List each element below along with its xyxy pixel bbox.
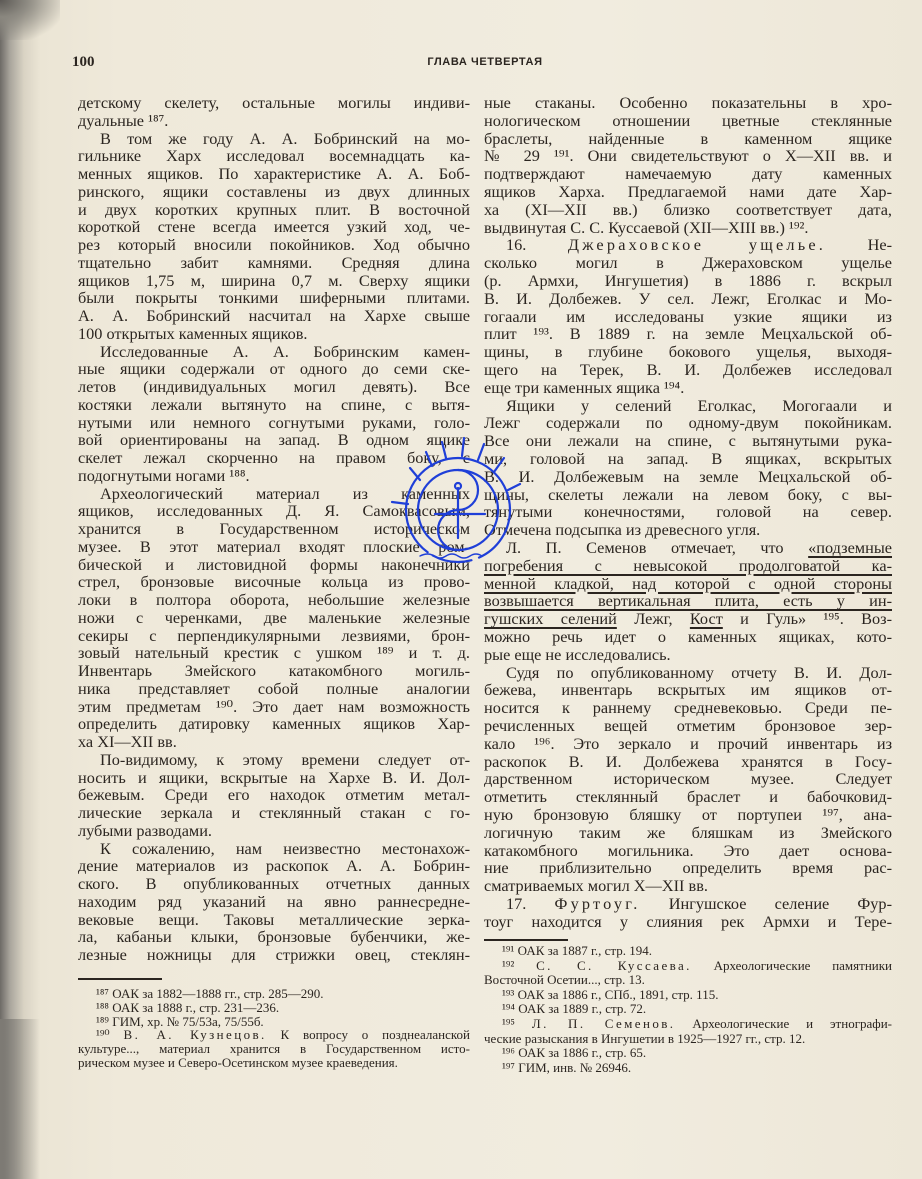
text-line: и двух коротких крупных плит. В восточной [78, 199, 470, 219]
footnote-line: ¹⁸⁹ ГИМ, хр. № 75/53а, 75/55б. [96, 1013, 264, 1029]
underlined-text: погребения с невысокой продолговатой ка- [484, 555, 892, 575]
text-line: тщательно забит камнями. Средняя длина [78, 252, 470, 272]
page-number: 100 [72, 54, 95, 70]
text-line: щины, в глубине бокового ущелья, выходя- [484, 342, 892, 362]
footnote-line: рическом музее и Северо-Осетинском музее краеведения. [78, 1055, 398, 1070]
text-line: отметить стеклянный браслет и бабочковид- [484, 787, 892, 807]
text-segment: Л. П. Семенов отмечает, что [506, 538, 809, 557]
text-segment: и Гуль» ¹⁹⁵. Воз- [722, 609, 892, 629]
text-line: Ящики у селений Еголкас, Могогаали и [506, 395, 892, 415]
text-line: тянутыми конечностями, головой на север. [484, 502, 892, 522]
text-line: Лежг содержали по одному-двум покойникам. [484, 413, 892, 433]
text-line: сматриваемых могил X—XII вв. [484, 876, 708, 896]
text-line [484, 575, 892, 593]
text-line: выдвинутая С. С. Куссаевой (XII—XIII вв.) ¹⁹². [484, 217, 809, 237]
text-segment: Археологические памятники [691, 957, 893, 973]
footnote-line: Восточной Осетии..., стр. 13. [484, 972, 645, 988]
spaced-emphasis-text: Фуртоуг. [554, 894, 641, 913]
text-line: ные стаканы. Особенно показательны в хро- [484, 93, 892, 112]
text-line: катакомбного могильника. Это дает основа- [484, 840, 892, 860]
text-line: К сожалению, нам неизвестно местонахож- [100, 838, 470, 858]
text-line: вековые вещи. Таковы металлические зерка- [78, 909, 470, 929]
text-line: В том же году А. А. Бобринский на мо- [100, 128, 470, 148]
text-line: подогнутыми ногами ¹⁸⁸. [78, 465, 250, 485]
text-line: Все они лежали на спине, с вытянутыми рука- [484, 431, 892, 451]
text-line: хранится в Государственном историческом [78, 519, 470, 538]
scan-shadow-edge [0, 1019, 40, 1179]
text-line: зовый нательный крестик с ушком ¹⁸⁹ и т. д. [78, 643, 470, 663]
text-line: подтверждают намечаемую дату каменных [484, 164, 892, 184]
text-line: Исследованные А. А. Бобринским камен- [100, 341, 470, 361]
footnote-line: ческие разыскания в Ингушетии в 1925—1927 гг., стр. 12. [484, 1030, 806, 1046]
text-line: вой ориентированы на запад. В одном ящике [78, 430, 470, 450]
underlined-text: Кост [689, 609, 723, 629]
text-line: В. И. Долбежевым на земле Мецхальской об- [484, 466, 892, 486]
text-line: лубыми разводами. [78, 820, 213, 840]
text-line: Отмечена подсыпка из древесного угля. [484, 520, 761, 540]
footnote-line [484, 1017, 892, 1031]
text-line: А. А. Бобринский насчитал на Хархе свыше [78, 306, 470, 325]
text-line: гогаали им исследованы узкие ящики из [484, 306, 892, 326]
text-line: ми, головой на запад. В ящиках, вскрытых [484, 449, 892, 468]
underlined-text: гушских селений [484, 609, 617, 629]
text-line: ножи с черенками, две маленькие железные [78, 607, 470, 627]
text-line: бежева, инвентарь вскрытых им ящиков от- [484, 680, 892, 700]
text-segment: ¹⁹⁵ [502, 1016, 532, 1031]
text-segment: ¹⁹² [502, 957, 537, 973]
text-line: дуальные ¹⁸⁷. [78, 110, 169, 130]
text-segment: К вопросу о позднеаланской [266, 1027, 470, 1043]
text-line: ринского, ящики составлены из двух длинных [78, 181, 470, 201]
text-line: музее. В этот материал входят плоские ром- [78, 536, 470, 556]
text-line: ха (XI—XII вв.) близко соответствует дата, [484, 199, 892, 219]
text-segment: ¹⁹⁰ [96, 1027, 124, 1043]
text-line: кало ¹⁹⁶. Это зеркало и прочий инвентарь из [484, 733, 892, 753]
text-line: Археологический материал из каменных [100, 483, 470, 503]
footnote-line: ¹⁹⁷ ГИМ, инв. № 26946. [502, 1059, 632, 1075]
underlined-text: менной кладкой, над которой с одной стороны [484, 573, 892, 593]
footnote-line: ¹⁹⁶ ОАК за 1886 г., стр. 65. [502, 1045, 647, 1061]
scan-shadow-corner [0, 0, 60, 40]
text-line: дарственном историческом музее. Следует [484, 769, 892, 789]
running-title: ГЛАВА ЧЕТВЕРТАЯ [427, 56, 543, 68]
text-line: ящиков 1,75 м, ширина 0,7 м. Сверху ящики [78, 270, 470, 290]
text-segment: Ингушское селение Фур- [640, 894, 892, 913]
text-line: логичную таким же бляшкам из Змейского [484, 822, 892, 842]
text-line: ского. В опубликованных отчетных данных [78, 874, 470, 893]
text-line: были покрыты тонкими шиферными плитами. [78, 288, 470, 308]
spaced-emphasis-text: Л. П. Семенов. [531, 1016, 676, 1031]
text-line: детскому скелету, остальные могилы индиви- [78, 93, 470, 112]
text-line: лические зеркала и стеклянный стакан с го- [78, 803, 470, 822]
text-line: ную бронзовую бляшку от портупеи ¹⁹⁷, ана- [484, 805, 892, 824]
spaced-emphasis-text: Джераховское ущелье. [567, 235, 827, 255]
underlined-text: возвышается вертикальная плита, есть у ин- [484, 591, 892, 611]
text-line: нутыми или немного согнутыми руками, голо- [78, 412, 470, 432]
text-line: ние приблизительно определить время рас- [484, 858, 892, 878]
text-line [484, 895, 892, 913]
text-line: летов (индивидуальных могил девять). Все [78, 377, 470, 396]
footnote-line: культуре..., материал хранится в Государственном исто- [78, 1041, 470, 1057]
text-line: ника представляет собой полные аналогии [78, 678, 470, 698]
text-line: еще три каменных ящика ¹⁹⁴. [484, 377, 685, 397]
text-line: речисленных вещей отметим бронзовое зер- [484, 716, 892, 735]
footnote-line: ¹⁹⁴ ОАК за 1889 г., стр. 72. [502, 1001, 647, 1017]
text-line: сколько могил в Джераховском ущелье [484, 253, 892, 273]
text-line: короткой стене всегда имеется узкий ход, че- [78, 217, 470, 237]
spaced-emphasis-text: С. С. Куссаева. [536, 957, 692, 973]
text-line: браслеты, найденные в каменном ящике [484, 128, 892, 148]
text-line: костяки лежали вытянуто на спине, с вытя- [78, 394, 470, 414]
text-line: (р. Армхи, Ингушетия) в 1886 г. вскрыл [484, 271, 892, 290]
footnote-divider-left [78, 978, 162, 980]
text-line: локи в полтора оборота, небольшие железные [78, 590, 470, 609]
footnote-line: ¹⁸⁸ ОАК за 1888 г., стр. 231—236. [96, 999, 280, 1015]
text-line: дение материалов из раскопок А. А. Бобрин- [78, 856, 470, 876]
text-line: бической и листовидной формы наконечники [78, 554, 470, 574]
text-line: ные ящики содержали от одного до семи ске- [78, 359, 470, 379]
text-line: Судя по опубликованному отчету В. И. Дол- [506, 662, 892, 682]
text-line: секиры с перпендикулярными лезвиями, брон- [78, 625, 470, 645]
text-line [484, 557, 892, 575]
text-line: рез который вносили покойников. Ход обычно [78, 235, 470, 254]
text-line: менных ящиков. По характеристике А. А. Боб- [78, 164, 470, 183]
text-line: ящиков Харха. Предлагаемой нами дате Хар- [484, 182, 892, 201]
text-line: носить и ящики, вскрытые на Хархе В. И. Дол- [78, 767, 470, 787]
text-line: нологическом отношении цветные стеклянные [484, 110, 892, 130]
text-line [484, 539, 892, 557]
text-line: ящиков, исследованных Д. Я. Самоквасовым, [78, 501, 470, 521]
text-line: ха XI—XII вв. [78, 732, 177, 751]
text-line: ла, кабаньи клыки, бронзовые бубенчики, же- [78, 927, 470, 947]
text-line: скелет лежал скорченно на правом боку, с [78, 448, 470, 467]
text-line [484, 236, 892, 254]
spaced-emphasis-text: В. А. Кузнецов. [123, 1027, 267, 1043]
text-line: бежевым. Среди его находок отметим метал- [78, 785, 470, 805]
text-line: По-видимому, к этому времени следует от- [100, 749, 470, 769]
library-stamp-seal [380, 428, 530, 578]
text-line: рые еще не исследовались. [484, 644, 671, 664]
text-line: щего на Терек, В. И. Долбежев исследовал [484, 360, 892, 379]
footnote-line [484, 959, 892, 973]
text-segment: 16. [506, 235, 568, 255]
text-segment: Лежг, [616, 609, 690, 629]
footnote-line: ¹⁸⁷ ОАК за 1882—1888 гг., стр. 285—290. [96, 986, 324, 1001]
text-line: находим ряд указаний на явно раннесредне- [78, 891, 470, 911]
text-line: 100 открытых каменных ящиков. [78, 323, 308, 343]
text-line: можно речь идет о каменных ящиках, кото- [484, 627, 892, 646]
text-line: лезные ножницы для стрижки овец, стеклян- [78, 945, 470, 964]
text-line: гильнике Харх исследовал восемнадцать ка- [78, 146, 470, 166]
text-line: № 29 ¹⁹¹. Они свидетельствуют о X—XII вв. и [484, 146, 892, 166]
text-segment: Не- [826, 235, 892, 255]
footnote-line: ¹⁹¹ ОАК за 1887 г., стр. 194. [502, 943, 653, 958]
text-line: этим предметам ¹⁹⁰. Это дает нам возможность [78, 696, 470, 716]
footnote-line: ¹⁹³ ОАК за 1886 г., СПб., 1891, стр. 115. [502, 986, 719, 1002]
text-line: Инвентарь Змейского катакомбного могиль- [78, 661, 470, 680]
underlined-text: «подземные [808, 538, 892, 557]
text-line: В. И. Долбежев. У сел. Лежг, Еголкас и Мо- [484, 288, 892, 308]
footnote-divider-right [484, 939, 568, 941]
text-line [484, 610, 892, 628]
text-line: определить датировку каменных ящиков Хар- [78, 714, 470, 734]
text-line: носится к раннему средневековью. Среди пе- [484, 698, 892, 718]
text-segment: 17. [506, 894, 555, 913]
text-line: раскопок В. И. Долбежева хранятся в Госу- [484, 751, 892, 771]
text-line: щины, скелеты лежали на левом боку, с вы- [484, 484, 892, 504]
text-segment: Археологические и этнографи- [675, 1016, 893, 1031]
text-line: плит ¹⁹³. В 1889 г. на земле Мецхальской об- [484, 324, 892, 344]
text-line: стрел, бронзовые височные кольца из прово- [78, 572, 470, 592]
text-line [484, 592, 892, 610]
text-line: тоуг находится у слияния рек Армхи и Тере- [484, 911, 892, 931]
